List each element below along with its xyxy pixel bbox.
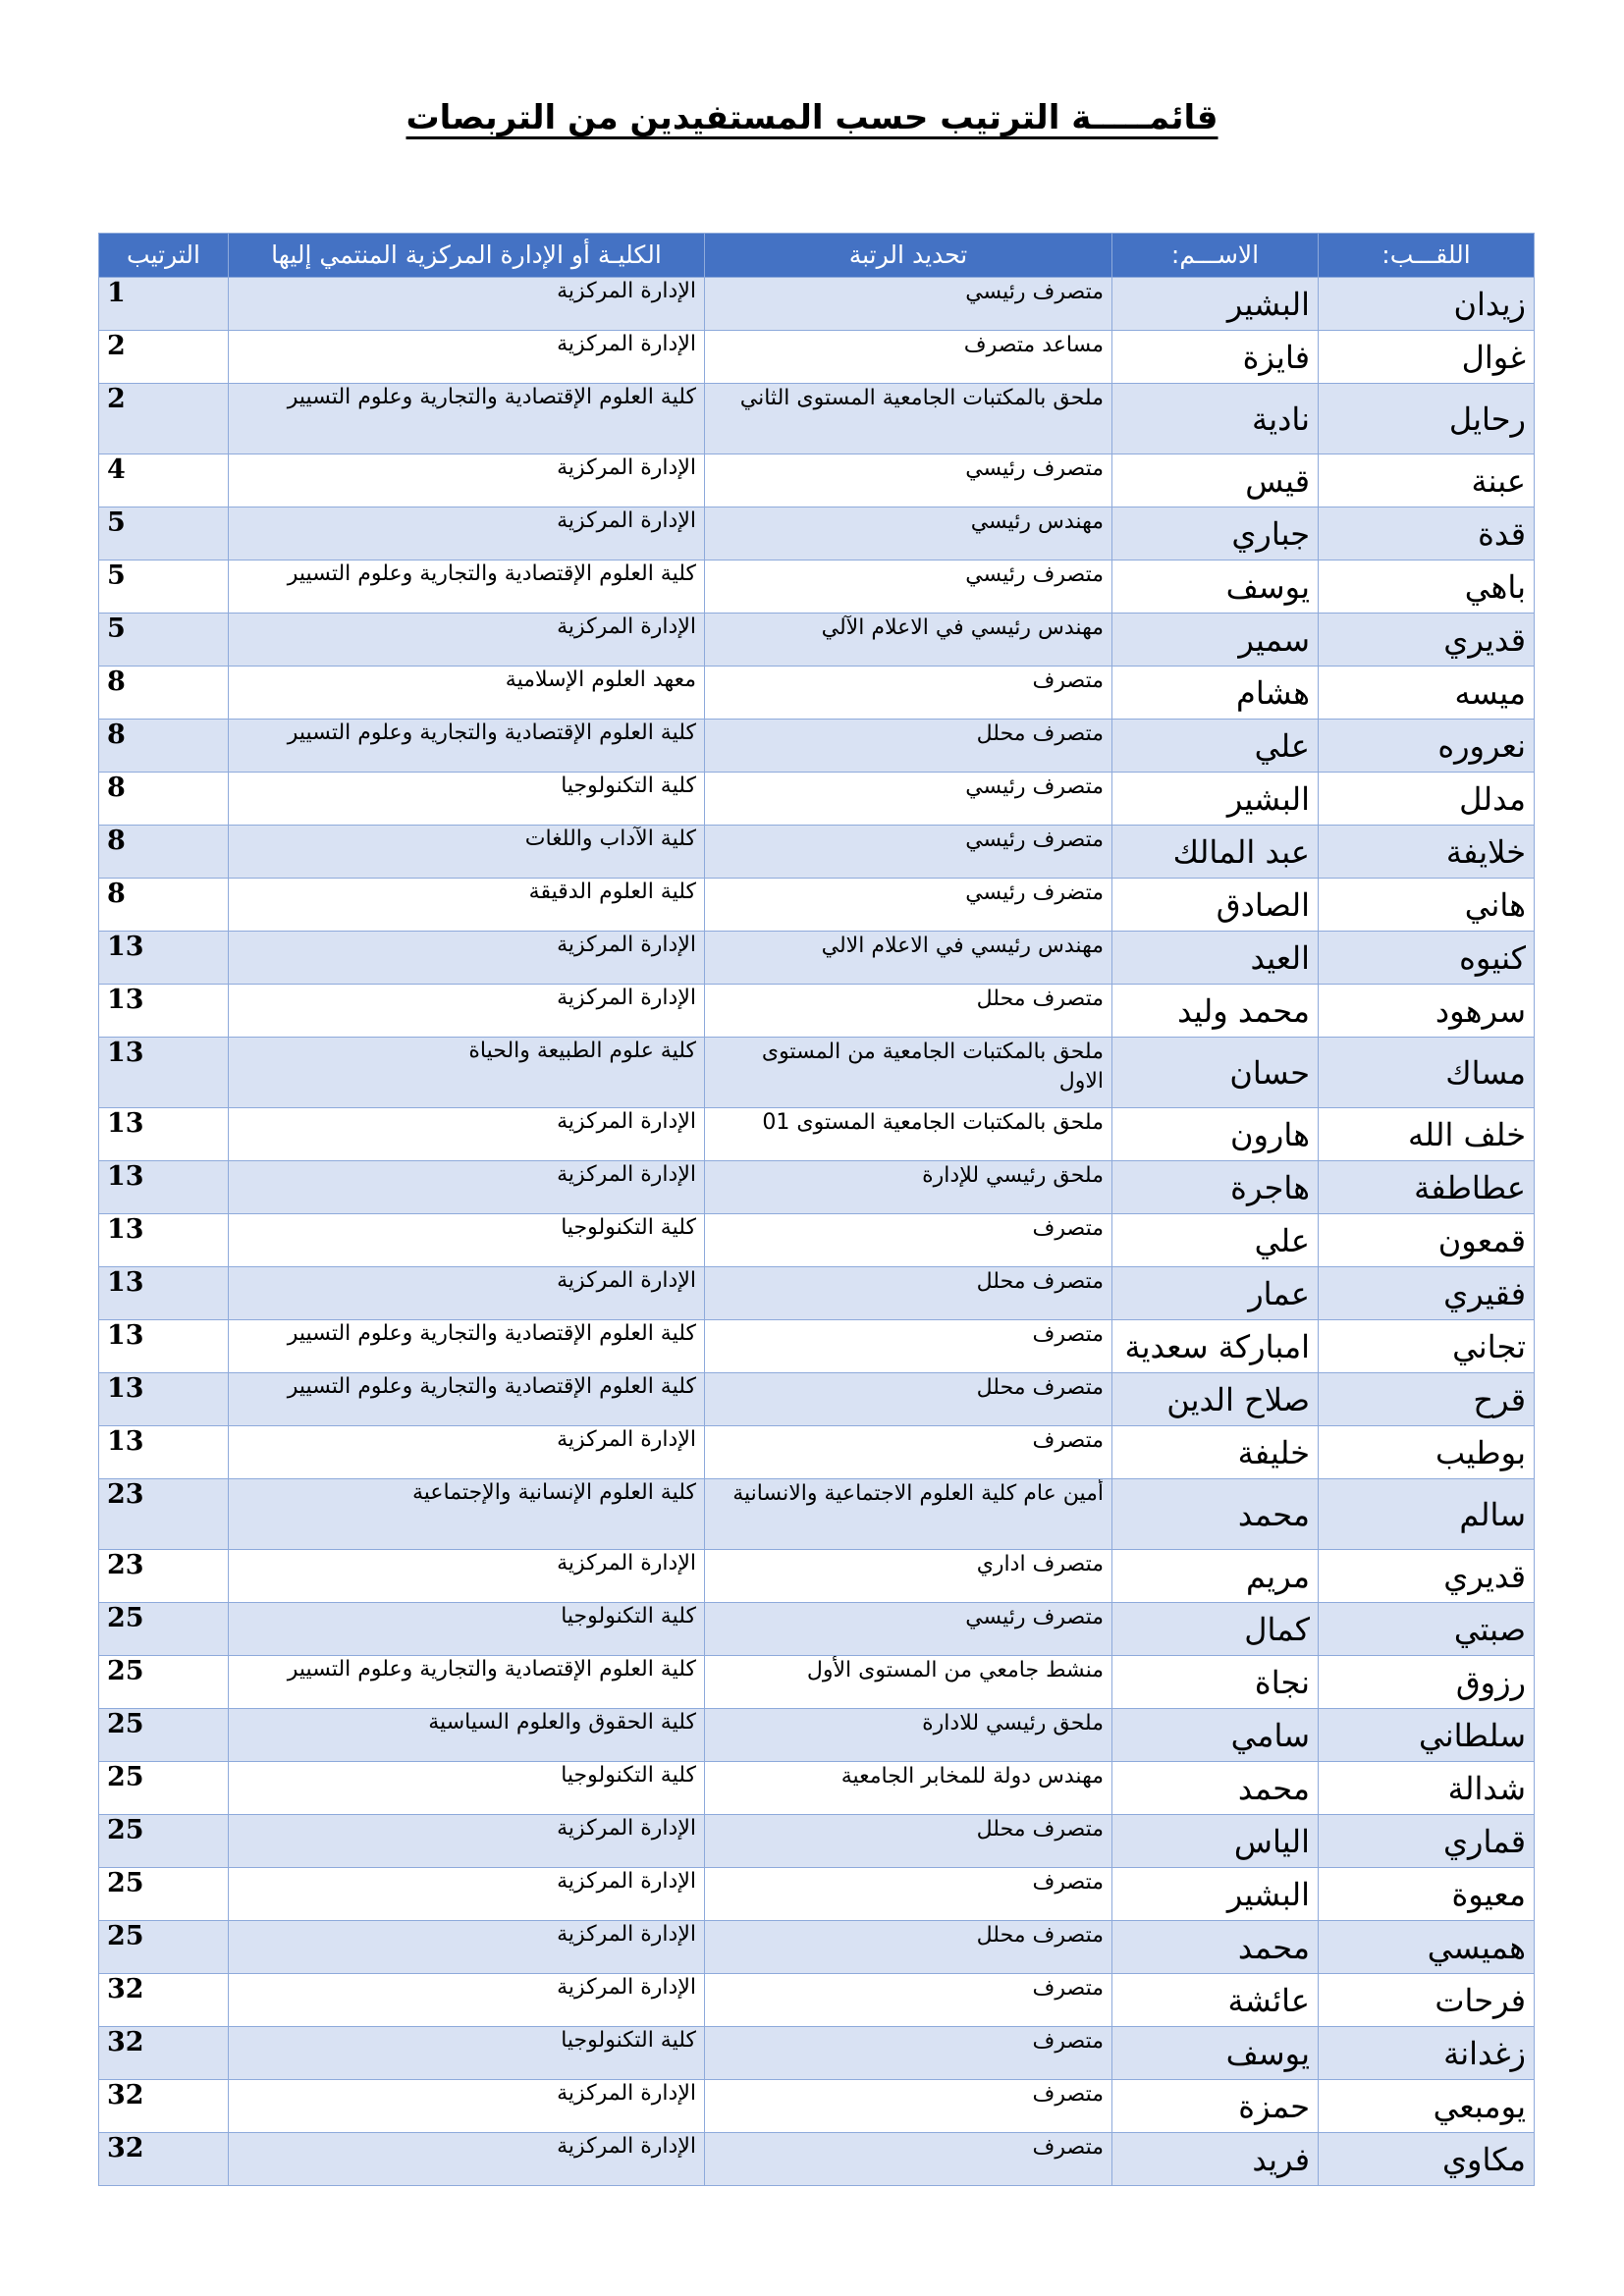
table-row: [99, 1426, 1535, 1479]
firstname-cell: البشير: [1112, 278, 1319, 331]
surname-cell: قرح: [1319, 1373, 1535, 1426]
faculty-cell: الإدارة المركزية: [229, 985, 705, 1038]
rank-cell: منشط جامعي من المستوى الأول: [705, 1656, 1112, 1709]
table-row: [99, 720, 1535, 773]
rank-cell: متصرف رئيسي: [705, 454, 1112, 507]
rank-cell: متصرف محلل: [705, 1267, 1112, 1320]
order-cell: 8: [99, 720, 229, 773]
firstname-cell: علي: [1112, 720, 1319, 773]
order-cell: 32: [99, 2080, 229, 2133]
surname-cell: صبتي: [1319, 1603, 1535, 1656]
rank-cell: متضرف رئيسي: [705, 879, 1112, 932]
order-cell: 13: [99, 1373, 229, 1426]
rank-cell: متصرف: [705, 1974, 1112, 2027]
surname-cell: رحايل: [1319, 384, 1535, 454]
order-cell: 25: [99, 1709, 229, 1762]
faculty-cell: كلية العلوم الإقتصادية والتجارية وعلوم التسيير: [229, 384, 705, 454]
rank-cell: ملحق بالمكتبات الجامعية من المستوى الاول: [705, 1038, 1112, 1108]
firstname-cell: يوسف: [1112, 561, 1319, 614]
surname-cell: هاني: [1319, 879, 1535, 932]
table-row: [99, 985, 1535, 1038]
firstname-cell: حسان: [1112, 1038, 1319, 1108]
order-cell: 13: [99, 1267, 229, 1320]
table-row: [99, 331, 1535, 384]
order-cell: 13: [99, 1038, 229, 1108]
faculty-cell: كلية العلوم الدقيقة: [229, 879, 705, 932]
surname-cell: عبنة: [1319, 454, 1535, 507]
ranking-table: [98, 233, 1535, 2186]
surname-cell: قديري: [1319, 614, 1535, 667]
order-cell: 25: [99, 1921, 229, 1974]
faculty-cell: الإدارة المركزية: [229, 507, 705, 561]
page-title: [0, 98, 1624, 137]
order-cell: 8: [99, 879, 229, 932]
faculty-cell: الإدارة المركزية: [229, 1868, 705, 1921]
table-row: [99, 667, 1535, 720]
surname-cell: قديري: [1319, 1550, 1535, 1603]
surname-cell: مكاوي: [1319, 2133, 1535, 2186]
firstname-cell: محمد: [1112, 1921, 1319, 1974]
surname-cell: باهي: [1319, 561, 1535, 614]
order-cell: 32: [99, 2133, 229, 2186]
table-row: [99, 826, 1535, 879]
surname-cell: قمعون: [1319, 1214, 1535, 1267]
rank-cell: متصرف رئيسي: [705, 773, 1112, 826]
rank-cell: مهندس رئيسي في الاعلام الآلي: [705, 614, 1112, 667]
table-row: [99, 454, 1535, 507]
firstname-cell: هاجرة: [1112, 1161, 1319, 1214]
surname-cell: غوال: [1319, 331, 1535, 384]
faculty-cell: كلية العلوم الإقتصادية والتجارية وعلوم التسيير: [229, 1373, 705, 1426]
surname-cell: عطاطفة: [1319, 1161, 1535, 1214]
firstname-cell: العيد: [1112, 932, 1319, 985]
faculty-cell: الإدارة المركزية: [229, 932, 705, 985]
table-row: [99, 1974, 1535, 2027]
rank-cell: متصرف: [705, 1214, 1112, 1267]
firstname-cell: نادية: [1112, 384, 1319, 454]
rank-cell: متصرف: [705, 2133, 1112, 2186]
header-order: الترتيب: [99, 234, 229, 278]
faculty-cell: الإدارة المركزية: [229, 331, 705, 384]
order-cell: 32: [99, 1974, 229, 2027]
faculty-cell: كلية التكنولوجيا: [229, 2027, 705, 2080]
order-cell: 5: [99, 561, 229, 614]
order-cell: 13: [99, 1426, 229, 1479]
firstname-cell: محمد: [1112, 1479, 1319, 1550]
table-row: [99, 1762, 1535, 1815]
table-header-row: [99, 234, 1535, 278]
table-row: [99, 1921, 1535, 1974]
surname-cell: فقيري: [1319, 1267, 1535, 1320]
faculty-cell: الإدارة المركزية: [229, 1921, 705, 1974]
order-cell: 13: [99, 1108, 229, 1161]
faculty-cell: كلية علوم الطبيعة والحياة: [229, 1038, 705, 1108]
order-cell: 23: [99, 1479, 229, 1550]
faculty-cell: الإدارة المركزية: [229, 1974, 705, 2027]
faculty-cell: كلية العلوم الإقتصادية والتجارية وعلوم التسيير: [229, 720, 705, 773]
rank-cell: مساعد متصرف: [705, 331, 1112, 384]
faculty-cell: الإدارة المركزية: [229, 1426, 705, 1479]
faculty-cell: كلية العلوم الإقتصادية والتجارية وعلوم التسيير: [229, 1656, 705, 1709]
faculty-cell: الإدارة المركزية: [229, 1815, 705, 1868]
faculty-cell: الإدارة المركزية: [229, 1108, 705, 1161]
firstname-cell: فريد: [1112, 2133, 1319, 2186]
order-cell: 25: [99, 1815, 229, 1868]
rank-cell: متصرف محلل: [705, 720, 1112, 773]
surname-cell: بوطيب: [1319, 1426, 1535, 1479]
surname-cell: خلايفة: [1319, 826, 1535, 879]
rank-cell: متصرف: [705, 667, 1112, 720]
firstname-cell: عمار: [1112, 1267, 1319, 1320]
surname-cell: ميسه: [1319, 667, 1535, 720]
faculty-cell: كلية التكنولوجيا: [229, 1214, 705, 1267]
rank-cell: متصرف محلل: [705, 1373, 1112, 1426]
table-row: [99, 1815, 1535, 1868]
firstname-cell: صلاح الدين: [1112, 1373, 1319, 1426]
rank-cell: ملحق بالمكتبات الجامعية المستوى 01: [705, 1108, 1112, 1161]
faculty-cell: الإدارة المركزية: [229, 278, 705, 331]
firstname-cell: يوسف: [1112, 2027, 1319, 2080]
table-row: [99, 1709, 1535, 1762]
table-row: [99, 278, 1535, 331]
rank-cell: ملحق رئيسي للادارة: [705, 1709, 1112, 1762]
firstname-cell: هارون: [1112, 1108, 1319, 1161]
order-cell: 1: [99, 278, 229, 331]
table-row: [99, 2027, 1535, 2080]
order-cell: 2: [99, 331, 229, 384]
faculty-cell: الإدارة المركزية: [229, 1550, 705, 1603]
surname-cell: قدة: [1319, 507, 1535, 561]
firstname-cell: نجاة: [1112, 1656, 1319, 1709]
surname-cell: كنيوه: [1319, 932, 1535, 985]
surname-cell: هميسي: [1319, 1921, 1535, 1974]
surname-cell: سرهود: [1319, 985, 1535, 1038]
firstname-cell: البشير: [1112, 1868, 1319, 1921]
firstname-cell: مريم: [1112, 1550, 1319, 1603]
table-row: [99, 561, 1535, 614]
rank-cell: متصرف محلل: [705, 1815, 1112, 1868]
order-cell: 25: [99, 1868, 229, 1921]
surname-cell: مساك: [1319, 1038, 1535, 1108]
order-cell: 8: [99, 773, 229, 826]
firstname-cell: الصادق: [1112, 879, 1319, 932]
faculty-cell: معهد العلوم الإسلامية: [229, 667, 705, 720]
faculty-cell: كلية الحقوق والعلوم السياسية: [229, 1709, 705, 1762]
header-rank: تحديد الرتبة: [705, 234, 1112, 278]
firstname-cell: امباركة سعدية: [1112, 1320, 1319, 1373]
table-row: [99, 1038, 1535, 1108]
order-cell: 25: [99, 1762, 229, 1815]
firstname-cell: علي: [1112, 1214, 1319, 1267]
surname-cell: معيوة: [1319, 1868, 1535, 1921]
table-row: [99, 879, 1535, 932]
order-cell: 5: [99, 614, 229, 667]
order-cell: 25: [99, 1603, 229, 1656]
order-cell: 32: [99, 2027, 229, 2080]
faculty-cell: كلية التكنولوجيا: [229, 1603, 705, 1656]
rank-cell: ملحق رئيسي للإدارة: [705, 1161, 1112, 1214]
firstname-cell: جباري: [1112, 507, 1319, 561]
rank-cell: متصرف رئيسي: [705, 1603, 1112, 1656]
faculty-cell: كلية التكنولوجيا: [229, 1762, 705, 1815]
table-row: [99, 2080, 1535, 2133]
table-row: [99, 1161, 1535, 1214]
table-row: [99, 1320, 1535, 1373]
table-row: [99, 1214, 1535, 1267]
firstname-cell: كمال: [1112, 1603, 1319, 1656]
page-title-text: قائمـــــة الترتيب حسب المستفيدين من التربصات: [406, 98, 1218, 137]
firstname-cell: خليفة: [1112, 1426, 1319, 1479]
table-row: [99, 384, 1535, 454]
table-row: [99, 1267, 1535, 1320]
rank-cell: مهندس دولة للمخابر الجامعية: [705, 1762, 1112, 1815]
rank-cell: متصرف: [705, 1426, 1112, 1479]
rank-cell: متصرف: [705, 1868, 1112, 1921]
faculty-cell: كلية العلوم الإقتصادية والتجارية وعلوم التسيير: [229, 561, 705, 614]
rank-cell: متصرف رئيسي: [705, 561, 1112, 614]
firstname-cell: سامي: [1112, 1709, 1319, 1762]
table-row: [99, 773, 1535, 826]
surname-cell: خلف الله: [1319, 1108, 1535, 1161]
order-cell: 13: [99, 1214, 229, 1267]
order-cell: 25: [99, 1656, 229, 1709]
rank-cell: ملحق بالمكتبات الجامعية المستوى الثاني: [705, 384, 1112, 454]
surname-cell: نعروره: [1319, 720, 1535, 773]
rank-cell: مهندس رئيسي: [705, 507, 1112, 561]
order-cell: 8: [99, 826, 229, 879]
table-row: [99, 1603, 1535, 1656]
rank-cell: متصرف محلل: [705, 985, 1112, 1038]
table-row: [99, 932, 1535, 985]
firstname-cell: الياس: [1112, 1815, 1319, 1868]
surname-cell: شدالة: [1319, 1762, 1535, 1815]
surname-cell: قماري: [1319, 1815, 1535, 1868]
firstname-cell: هشام: [1112, 667, 1319, 720]
faculty-cell: الإدارة المركزية: [229, 454, 705, 507]
firstname-cell: البشير: [1112, 773, 1319, 826]
firstname-cell: فايزة: [1112, 331, 1319, 384]
table-row: [99, 1479, 1535, 1550]
table-row: [99, 614, 1535, 667]
rank-cell: متصرف رئيسي: [705, 278, 1112, 331]
surname-cell: سلطاني: [1319, 1709, 1535, 1762]
faculty-cell: كلية العلوم الإنسانية والإجتماعية: [229, 1479, 705, 1550]
faculty-cell: كلية العلوم الإقتصادية والتجارية وعلوم التسيير: [229, 1320, 705, 1373]
surname-cell: مدلل: [1319, 773, 1535, 826]
order-cell: 5: [99, 507, 229, 561]
firstname-cell: قيس: [1112, 454, 1319, 507]
faculty-cell: الإدارة المركزية: [229, 1267, 705, 1320]
faculty-cell: الإدارة المركزية: [229, 2133, 705, 2186]
faculty-cell: الإدارة المركزية: [229, 2080, 705, 2133]
table-row: [99, 2133, 1535, 2186]
faculty-cell: الإدارة المركزية: [229, 1161, 705, 1214]
rank-cell: متصرف: [705, 2080, 1112, 2133]
rank-cell: أمين عام كلية العلوم الاجتماعية والانسانية: [705, 1479, 1112, 1550]
order-cell: 13: [99, 1320, 229, 1373]
rank-cell: مهندس رئيسي في الاعلام الالي: [705, 932, 1112, 985]
order-cell: 13: [99, 932, 229, 985]
table-row: [99, 1108, 1535, 1161]
firstname-cell: حمزة: [1112, 2080, 1319, 2133]
order-cell: 2: [99, 384, 229, 454]
order-cell: 23: [99, 1550, 229, 1603]
surname-cell: تجاني: [1319, 1320, 1535, 1373]
rank-cell: متصرف: [705, 2027, 1112, 2080]
table-row: [99, 1373, 1535, 1426]
faculty-cell: كلية التكنولوجيا: [229, 773, 705, 826]
surname-cell: سالم: [1319, 1479, 1535, 1550]
rank-cell: متصرف محلل: [705, 1921, 1112, 1974]
table-row: [99, 1868, 1535, 1921]
surname-cell: يومبعي: [1319, 2080, 1535, 2133]
faculty-cell: الإدارة المركزية: [229, 614, 705, 667]
surname-cell: فرحات: [1319, 1974, 1535, 2027]
rank-cell: متصرف رئيسي: [705, 826, 1112, 879]
surname-cell: زغدانة: [1319, 2027, 1535, 2080]
firstname-cell: محمد: [1112, 1762, 1319, 1815]
table-row: [99, 507, 1535, 561]
order-cell: 4: [99, 454, 229, 507]
header-firstname: الاســـم:: [1112, 234, 1319, 278]
firstname-cell: سمير: [1112, 614, 1319, 667]
firstname-cell: عائشة: [1112, 1974, 1319, 2027]
table-row: [99, 1656, 1535, 1709]
surname-cell: رزوق: [1319, 1656, 1535, 1709]
header-surname: اللقـــب:: [1319, 234, 1535, 278]
faculty-cell: كلية الآداب واللغات: [229, 826, 705, 879]
order-cell: 8: [99, 667, 229, 720]
header-faculty: الكليـة أو الإدارة المركزية المنتمي إليها: [229, 234, 705, 278]
firstname-cell: محمد وليد: [1112, 985, 1319, 1038]
order-cell: 13: [99, 985, 229, 1038]
order-cell: 13: [99, 1161, 229, 1214]
surname-cell: زيدان: [1319, 278, 1535, 331]
rank-cell: متصرف اداري: [705, 1550, 1112, 1603]
rank-cell: متصرف: [705, 1320, 1112, 1373]
firstname-cell: عبد المالك: [1112, 826, 1319, 879]
table-row: [99, 1550, 1535, 1603]
